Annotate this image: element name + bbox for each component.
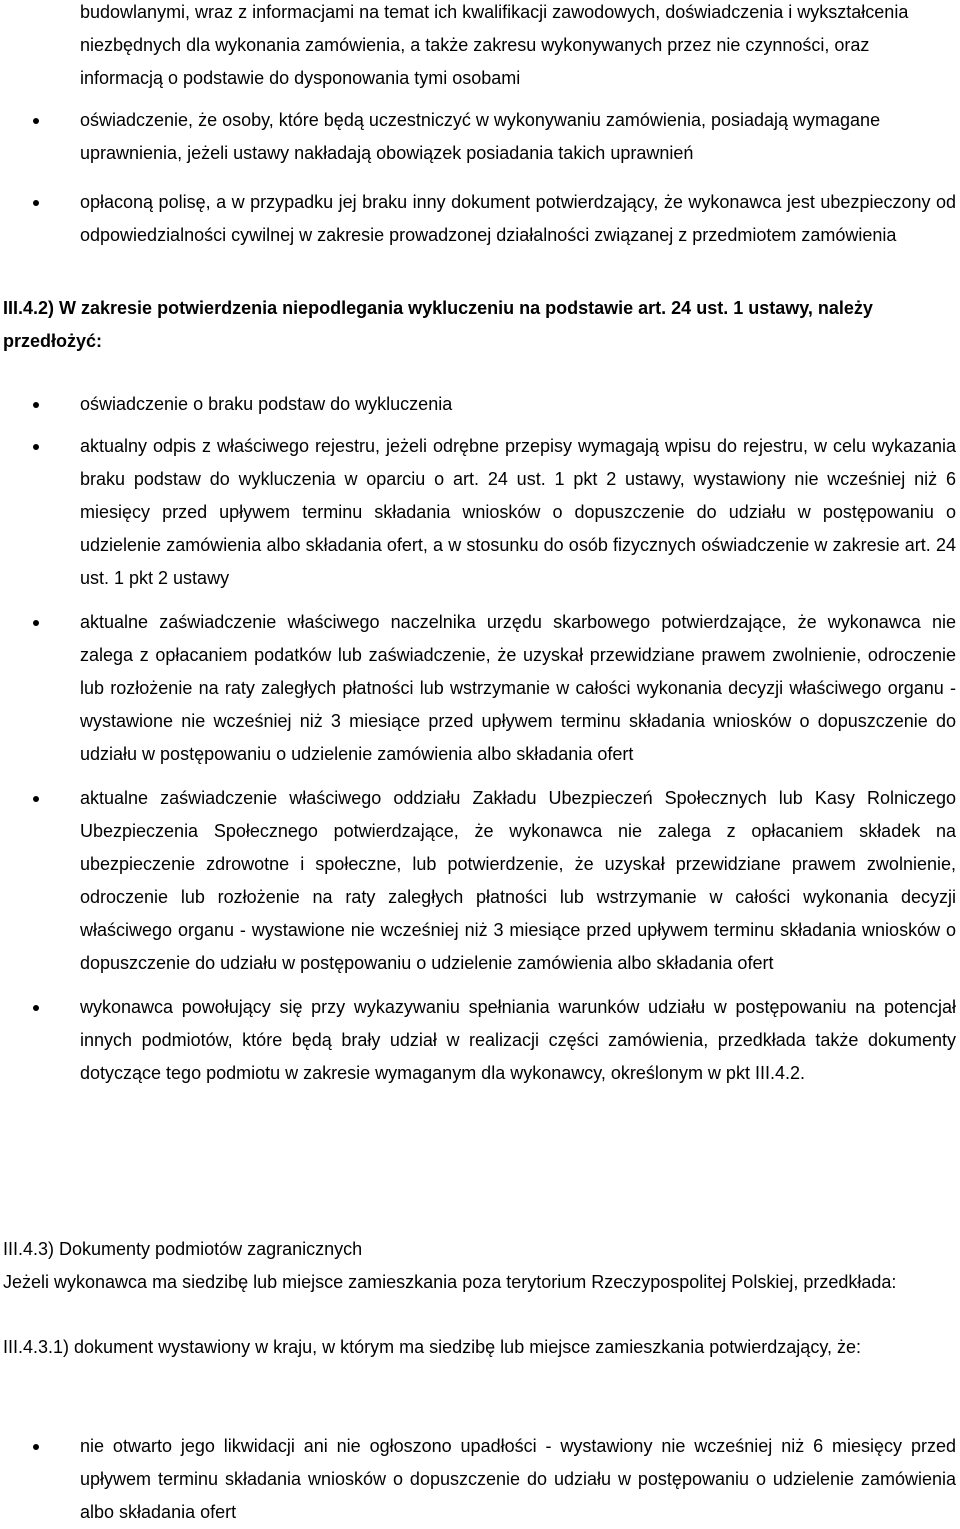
bullet-icon xyxy=(33,444,39,450)
sub-section-heading-III-4-3-1: III.4.3.1) dokument wystawiony w kraju, w którym ma siedzibę lub miejsce zamieszkania potwierdzający, że: xyxy=(3,1337,861,1357)
section-heading-III-4-3: III.4.3) Dokumenty podmiotów zagranicznych xyxy=(3,1239,363,1259)
list-item-text: oświadczenie o braku podstaw do wykluczenia xyxy=(80,394,453,414)
list-item-text: oświadczenie, że osoby, które będą uczestniczyć w wykonywaniu zamówienia, posiadają wymagane uprawnienia, jeżeli ustawy nakładają obowiązek posiadania takich uprawnień xyxy=(80,110,881,163)
list-item xyxy=(0,430,956,595)
list-item-text: aktualny odpis z właściwego rejestru, jeżeli odrębne przepisy wymagają wpisu do rejestru, w celu wykazania braku podstaw do wykluczenia w oparciu o art. 24 ust. 1 pkt 2 ustawy, wystawiony nie wcześniej niż 6 miesięcy przed upływem terminu składania wniosków o dopuszczenie do udziału w postępowaniu o udzielenie zamówienia albo składania ofert, a w stosunku do osób fizycznych oświadczenie w zakresie art. 24 ust. 1 pkt 2 ustawy xyxy=(80,436,956,588)
list-item-text: nie otwarto jego likwidacji ani nie ogłoszono upadłości - wystawiony nie wcześniej niż 6 miesięcy przed upływem terminu składania wniosków o dopuszczenie do udziału w postępowaniu o udzielenie zamówienia albo składania ofert xyxy=(80,1436,956,1522)
bullet-icon xyxy=(33,1005,39,1011)
list-item xyxy=(0,991,956,1090)
bullet-icon xyxy=(33,620,39,626)
bullet-list-foreign xyxy=(0,1430,960,1529)
list-item-text: opłaconą polisę, a w przypadku jej braku inny dokument potwierdzający, że wykonawca jest ubezpieczony od odpowiedzialności cywilnej w zakresie prowadzonej działalności związanej z przedmiotem zamówienia xyxy=(80,192,956,245)
list-item xyxy=(0,782,956,980)
section-intro: Jeżeli wykonawca ma siedzibę lub miejsce zamieszkania poza terytorium Rzeczypospolitej Polskiej, przedkłada: xyxy=(3,1272,897,1292)
list-item xyxy=(0,186,956,252)
list-item xyxy=(0,388,956,421)
bullet-icon xyxy=(33,402,39,408)
bullet-icon xyxy=(33,118,39,124)
list-item-text: aktualne zaświadczenie właściwego naczelnika urzędu skarbowego potwierdzające, że wykonawca nie zalega z opłacaniem podatków lub zaświadczenie, że uzyskał przewidziane prawem zwolnienie, odroczenie lub rozłożenie na raty zaległych płatności lub wstrzymanie w całości wykonania decyzji właściwego organu - wystawione nie wcześniej niż 3 miesiące przed upływem terminu składania wniosków o dopuszczenie do udziału w postępowaniu o udzielenie zamówienia albo składania ofert xyxy=(80,612,956,764)
bullet-icon xyxy=(33,1444,39,1450)
bullet-icon xyxy=(33,200,39,206)
list-item xyxy=(0,606,956,771)
list-item xyxy=(0,1430,956,1529)
list-item-text: wykonawca powołujący się przy wykazywaniu spełniania warunków udziału w postępowaniu na potencjał innych podmiotów, które będą brały udział w realizacji części zamówienia, przedkłada także dokumenty dotyczące tego podmiotu w zakresie wymaganym dla wykonawcy, określonym w pkt III.4.2. xyxy=(80,997,956,1083)
bullet-list-qualifications xyxy=(0,104,960,252)
bullet-icon xyxy=(33,796,39,802)
list-item xyxy=(0,104,956,170)
section-heading-III-4-2: III.4.2) W zakresie potwierdzenia niepodlegania wykluczeniu na podstawie art. 24 ust. 1 ustawy, należy przedłożyć: xyxy=(3,298,873,351)
bullet-list-exclusion xyxy=(0,388,960,1090)
list-item-text: aktualne zaświadczenie właściwego oddziału Zakładu Ubezpieczeń Społecznych lub Kasy Rolniczego Ubezpieczenia Społecznego potwierdzające, że wykonawca nie zalega z opłacaniem składek na ubezpieczenie zdrowotne i społeczne, lub potwierdzenie, że uzyskał przewidziane prawem zwolnienie, odroczenie lub rozłożenie na raty zaległych płatności lub wstrzymanie w całości wykonania decyzji właściwego organu - wystawione nie wcześniej niż 3 miesiące przed upływem terminu składania wniosków o dopuszczenie do udziału w postępowaniu o udzielenie zamówienia albo składania ofert xyxy=(80,788,956,973)
lead-paragraph: budowlanymi, wraz z informacjami na temat ich kwalifikacji zawodowych, doświadczenia i wykształcenia niezbędnych dla wykonania zamówienia, a także zakresu wykonywanych przez nie czynności, oraz informacją o podstawie do dysponowania tymi osobami xyxy=(80,2,909,88)
